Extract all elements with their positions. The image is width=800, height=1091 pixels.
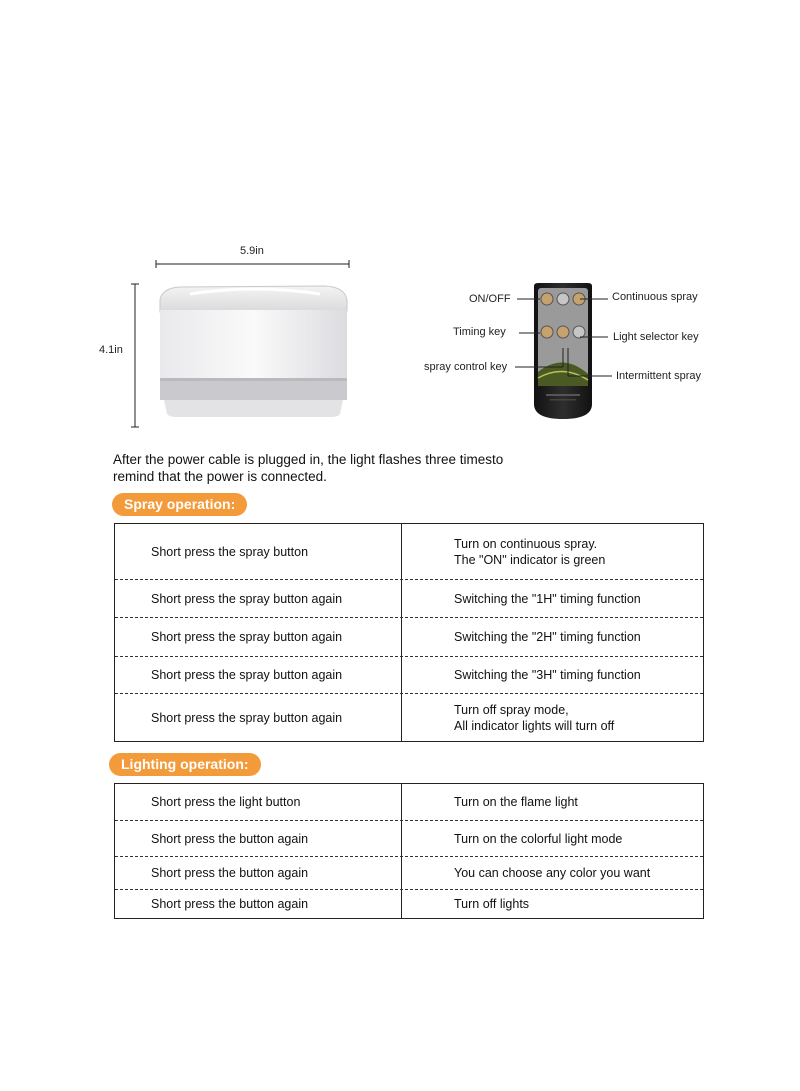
table-row: [115, 579, 703, 617]
table-row: [115, 820, 703, 856]
lighting-action-cell: Short press the button again: [115, 857, 402, 889]
spray-action-cell: Short press the spray button again: [115, 657, 402, 693]
table-row: [115, 856, 703, 889]
spray-action-cell: Short press the spray button again: [115, 694, 402, 741]
lighting-action-cell: Short press the button again: [115, 890, 402, 918]
label-spray-control-key: spray control key: [424, 361, 508, 373]
spray-action-cell: Short press the spray button again: [115, 618, 402, 656]
spray-result-cell: Switching the "1H" timing function: [454, 591, 641, 606]
label-timing-key: Timing key: [453, 326, 506, 338]
spray-action-cell: Short press the spray button: [115, 524, 402, 579]
table-row: [115, 524, 703, 579]
width-label: 5.9in: [240, 245, 264, 257]
table-row: [115, 693, 703, 741]
spray-action-cell: Short press the spray button again: [115, 580, 402, 617]
lighting-action-cell: Short press the light button: [115, 784, 402, 820]
table-row: [115, 889, 703, 918]
spray-result-cell: Turn off spray mode, All indicator lights will turn off: [454, 702, 615, 733]
lighting-result-cell: You can choose any color you want: [454, 866, 651, 880]
spray-result-cell: Switching the "2H" timing function: [454, 630, 641, 644]
label-continuous-spray: Continuous spray: [612, 291, 698, 303]
remote-leader-lines: [510, 290, 620, 390]
humidifier-image: [150, 282, 360, 422]
lighting-result-cell: Turn off lights: [454, 897, 530, 911]
table-row: [115, 784, 703, 820]
intro-line-2: remind that the power is connected.: [113, 469, 327, 484]
spray-result-cell: Switching the "3H" timing function: [454, 668, 641, 682]
label-light-selector-key: Light selector key: [613, 331, 699, 343]
spray-result-cell: Turn on continuous spray. The "ON" indicator is green: [454, 536, 606, 567]
table-row: [115, 656, 703, 693]
spray-operation-title: Spray operation:: [112, 493, 247, 516]
height-dimension-line: [129, 283, 141, 429]
table-row: [115, 617, 703, 656]
width-dimension-line: [155, 258, 351, 270]
lighting-result-cell: Turn on the colorful light mode: [454, 831, 623, 846]
height-label: 4.1in: [99, 344, 123, 356]
intro-text: [113, 451, 553, 485]
lighting-action-cell: Short press the button again: [115, 821, 402, 856]
lighting-operation-title: Lighting operation:: [109, 753, 261, 776]
lighting-operation-table: [114, 783, 704, 919]
intro-line-1: After the power cable is plugged in, the light flashes three timesto: [113, 452, 504, 467]
lighting-result-cell: Turn on the flame light: [454, 795, 578, 809]
label-intermittent-spray: Intermittent spray: [616, 370, 701, 382]
label-on-off: ON/OFF: [469, 293, 511, 305]
spray-operation-table: [114, 523, 704, 742]
